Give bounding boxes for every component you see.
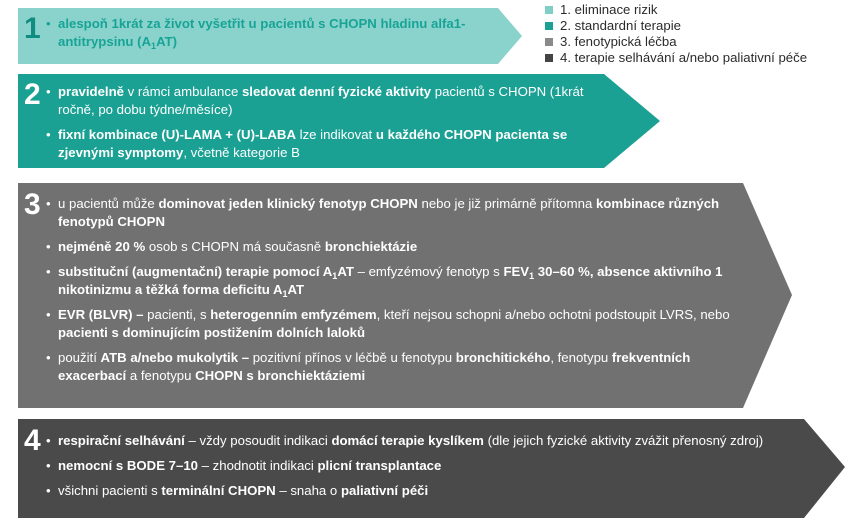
legend xyxy=(545,2,807,66)
text-run: paliativní péči xyxy=(340,483,429,498)
block-4-item xyxy=(46,482,806,500)
text-run: EVR (BLVR) – xyxy=(58,307,148,322)
block-2-item xyxy=(46,83,601,119)
block-4-item xyxy=(46,457,806,475)
text-run: lze indikovat xyxy=(295,127,376,142)
text-run: dominovat jeden klinický fenotyp CHOPN xyxy=(158,196,418,211)
text-run: pacienti s dominujícím postižením dolních laloků xyxy=(58,325,366,340)
text-run: 30–60 %, absence aktivního 1 nikotinizmu a těžká forma deficitu A xyxy=(58,264,723,297)
text-run: , včetně kategorie B xyxy=(183,145,300,160)
text-run: nejméně 20 % xyxy=(58,239,146,254)
block-2-item xyxy=(46,126,601,162)
text-run: nemocní s BODE 7–10 xyxy=(58,458,198,473)
text-run: – zhodnotit indikaci xyxy=(198,458,318,473)
legend-item-3 xyxy=(545,34,807,50)
legend-item-1 xyxy=(545,2,807,18)
block-1-content xyxy=(46,15,466,58)
step-number-1: 1 xyxy=(24,12,41,45)
subscript: 1 xyxy=(529,271,535,281)
text-run: nebo je již primárně přítomna xyxy=(417,196,596,211)
text-run: fixní kombinace (U)-LAMA + (U)-LABA xyxy=(58,127,296,142)
text-run: osob s CHOPN má současně xyxy=(145,239,325,254)
block-3-content xyxy=(46,195,746,392)
legend-label-2: 2. standardní terapie xyxy=(560,18,681,33)
legend-label-4: 4. terapie selhávání a/nebo paliativní péče xyxy=(560,50,808,65)
text-run: , fenotypu xyxy=(550,350,612,365)
text-run: – vždy posoudit indikaci xyxy=(184,433,332,448)
subscript: 1 xyxy=(151,41,157,51)
text-run: AT xyxy=(287,282,305,297)
text-run: pravidelně xyxy=(58,84,124,99)
step-number-3: 3 xyxy=(24,188,41,221)
text-run: u pacientů může xyxy=(58,196,159,211)
block-2-content xyxy=(46,83,601,169)
text-run: ATB a/nebo mukolytik – xyxy=(100,350,250,365)
text-run: frekventních exacerbací xyxy=(58,350,691,383)
text-run: plicní transplantace xyxy=(317,458,442,473)
text-run: terminální CHOPN xyxy=(161,483,276,498)
legend-item-4 xyxy=(545,50,807,66)
text-run: a fenotypu xyxy=(126,368,196,383)
text-run: heterogenním emfyzémem xyxy=(210,307,377,322)
text-run: sledovat denní fyzické aktivity xyxy=(241,84,432,99)
text-run: pacienti, s xyxy=(147,307,211,322)
legend-swatch-1 xyxy=(545,6,553,14)
block-4-content xyxy=(46,432,806,507)
step-number-2: 2 xyxy=(24,78,41,111)
subscript: 1 xyxy=(282,289,288,299)
text-run: kombinace různých fenotypů CHOPN xyxy=(58,196,720,229)
text-run: bronchiektázie xyxy=(324,239,418,254)
subscript: 1 xyxy=(332,271,338,281)
legend-swatch-3 xyxy=(545,38,553,46)
text-run: všichni pacienti s xyxy=(58,483,162,498)
block-3-item xyxy=(46,263,746,299)
text-run: pozitivní přínos v léčbě u fenotypu xyxy=(249,350,456,365)
text-run: respirační selhávání xyxy=(58,433,185,448)
legend-label-3: 3. fenotypická léčba xyxy=(560,34,677,49)
text-run: použití xyxy=(58,350,101,365)
block-3-item xyxy=(46,306,746,342)
text-run: AT xyxy=(337,264,354,279)
text-run: substituční (augmentační) terapie pomocí A xyxy=(58,264,333,279)
text-run: , kteří nejsou schopni a/nebo ochotni podstoupit LVRS, nebo xyxy=(376,307,730,322)
block-3-item xyxy=(46,349,746,385)
legend-item-2 xyxy=(545,18,807,34)
text-run: u každého CHOPN pacienta se zjevnými symptomy xyxy=(58,127,568,160)
text-run: alespoň 1krát za život vyšetřit u pacientů s CHOPN hladinu alfa1-antitrypsinu (A xyxy=(58,16,466,49)
step-number-4: 4 xyxy=(24,424,41,457)
text-run: (dle jejich fyzické aktivity zvážit přenosný zdroj) xyxy=(483,433,764,448)
block-3-item xyxy=(46,238,746,256)
block-1-item xyxy=(46,15,466,51)
text-run: CHOPN s bronchiektáziemi xyxy=(195,368,366,383)
legend-swatch-4 xyxy=(545,54,553,62)
block-3-item xyxy=(46,195,746,231)
text-run: domácí terapie kyslíkem xyxy=(331,433,484,448)
text-run: bronchitického xyxy=(455,350,551,365)
text-run: FEV xyxy=(503,264,530,279)
text-run: v rámci ambulance xyxy=(123,84,242,99)
legend-label-1: 1. eliminace rizik xyxy=(560,2,658,17)
legend-swatch-2 xyxy=(545,22,553,30)
block-4-item xyxy=(46,432,806,450)
text-run: – snaha o xyxy=(275,483,341,498)
text-run: AT) xyxy=(156,34,178,49)
text-run: pacientů s CHOPN (1krát ročně, po dobu týdne/měsíce) xyxy=(58,84,584,117)
text-run: – emfyzémový fenotyp s xyxy=(353,264,504,279)
